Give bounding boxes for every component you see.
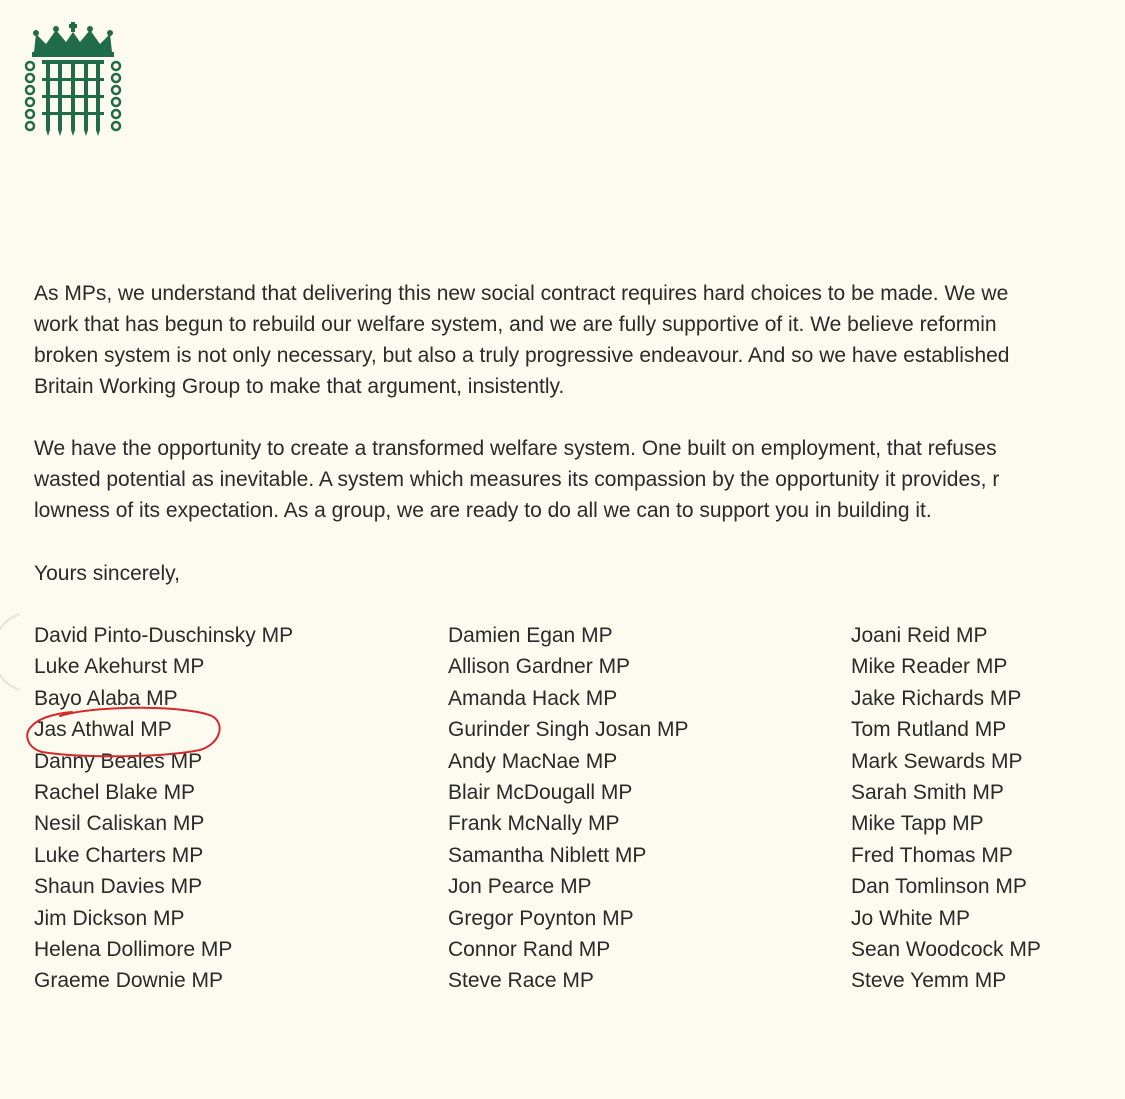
- signatory-name: Sarah Smith MP: [851, 780, 1004, 804]
- signatory-name: Frank McNally MP: [448, 812, 620, 836]
- signatory-name: Mark Sewards MP: [851, 749, 1023, 773]
- signatory-name: Dan Tomlinson MP: [851, 875, 1027, 899]
- signatory-name: Luke Akehurst MP: [34, 655, 205, 679]
- signatory-name: Luke Charters MP: [34, 843, 204, 867]
- paragraph-line: We have the opportunity to create a transformed welfare system. One built on employment, that refuses: [34, 437, 997, 460]
- signatory-name: Mike Reader MP: [851, 655, 1008, 679]
- paragraph-line: lowness of its expectation. As a group, we are ready to do all we can to support you in building it.: [34, 499, 932, 522]
- signatory-name: Nesil Caliskan MP: [34, 812, 205, 836]
- signatory-name: Bayo Alaba MP: [34, 686, 178, 710]
- signatory-name: Rachel Blake MP: [34, 780, 196, 804]
- signatory-name: Gregor Poynton MP: [448, 906, 634, 930]
- signatory-name: Allison Gardner MP: [448, 655, 631, 679]
- edge-arc-decoration: [0, 612, 20, 692]
- signatory-name: Tom Rutland MP: [851, 718, 1007, 742]
- signatory-name: Damien Egan MP: [448, 624, 613, 647]
- signatory-name: Steve Yemm MP: [851, 969, 1007, 993]
- signatory-name: Gurinder Singh Josan MP: [448, 718, 689, 742]
- signatory-name: Steve Race MP: [448, 969, 594, 993]
- signatory-column-3: [851, 620, 1041, 997]
- signatory-name: David Pinto-Duschinsky MP: [34, 624, 294, 647]
- signatory-name: Andy MacNae MP: [448, 749, 618, 773]
- signatory-name: Jake Richards MP: [851, 686, 1022, 710]
- paragraph-line: broken system is not only necessary, but also a truly progressive endeavour. And so we have established: [34, 344, 1010, 367]
- paragraph-line: As MPs, we understand that delivering this new social contract requires hard choices to be made. We we: [34, 282, 1009, 305]
- signatory-name-circled: Jas Athwal MP: [34, 718, 172, 742]
- signatory-name: Connor Rand MP: [448, 937, 611, 961]
- signatory-name: Amanda Hack MP: [448, 686, 618, 710]
- letter-paragraph-2: [34, 433, 1125, 526]
- paragraph-line: work that has begun to rebuild our welfare system, and we are fully supportive of it. We believe reformin: [34, 313, 997, 336]
- signatory-name: Graeme Downie MP: [34, 969, 224, 993]
- signatory-column-1: [34, 620, 293, 997]
- signatory-name: Sean Woodcock MP: [851, 937, 1041, 961]
- signatory-name: Jo White MP: [851, 906, 971, 930]
- signatory-column-2: [448, 620, 688, 997]
- signatory-name: Fred Thomas MP: [851, 843, 1013, 867]
- signatory-name: Jim Dickson MP: [34, 906, 185, 930]
- signatory-name: Helena Dollimore MP: [34, 937, 233, 961]
- signatory-name: Joani Reid MP: [851, 624, 988, 647]
- signatory-name: Mike Tapp MP: [851, 812, 984, 836]
- paragraph-line: wasted potential as inevitable. A system which measures its compassion by the opportunity it provides, r: [34, 468, 1000, 491]
- letter-paragraph-1: [34, 278, 1125, 402]
- parliament-portcullis-logo: [22, 22, 124, 138]
- signatory-name: Samantha Niblett MP: [448, 843, 647, 867]
- letter-closing: Yours sincerely,: [34, 562, 180, 585]
- signatory-name: Jon Pearce MP: [448, 875, 592, 899]
- signatory-name: Shaun Davies MP: [34, 875, 203, 899]
- signatory-name: Blair McDougall MP: [448, 780, 633, 804]
- paragraph-line: Britain Working Group to make that argument, insistently.: [34, 375, 565, 398]
- signatory-name: Danny Beales MP: [34, 749, 203, 773]
